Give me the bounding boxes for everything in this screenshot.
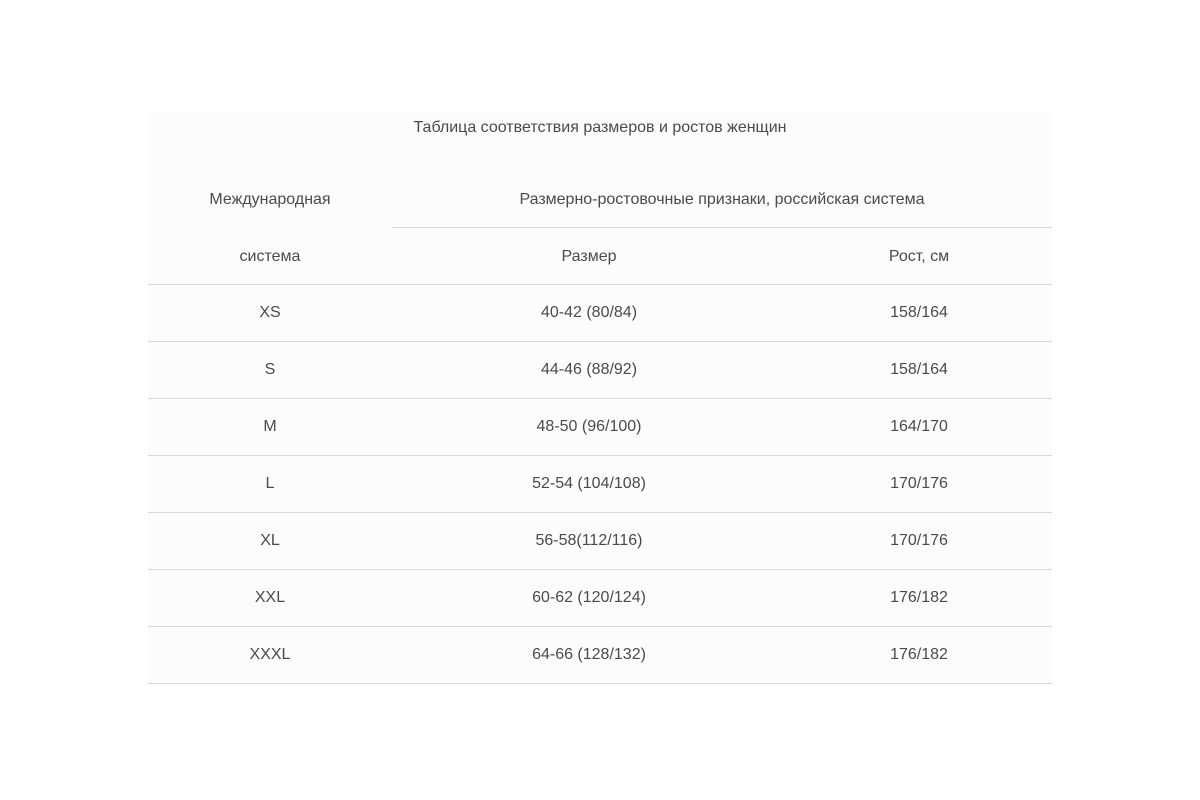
cell-size: 44-46 (88/92) xyxy=(540,361,638,378)
table-title: Таблица соответствия размеров и ростов женщин xyxy=(413,119,787,136)
table-row xyxy=(148,341,1052,398)
cell-size: 48-50 (96/100) xyxy=(536,418,642,435)
cell-height: 170/176 xyxy=(890,532,948,549)
header-size: Размер xyxy=(561,248,617,265)
cell-size: 56-58(112/116) xyxy=(535,532,643,549)
table-row xyxy=(148,284,1052,341)
cell-size: 40-42 (80/84) xyxy=(540,304,638,321)
cell-height: 176/182 xyxy=(890,589,948,606)
cell-size: 52-54 (104/108) xyxy=(532,475,646,492)
cell-height: 158/164 xyxy=(890,361,948,378)
header-international: Международная xyxy=(209,191,331,208)
cell-height: 176/182 xyxy=(890,646,948,663)
table-row xyxy=(148,455,1052,512)
cell-international: XXL xyxy=(254,589,286,606)
cell-international: XS xyxy=(259,304,281,321)
cell-height: 158/164 xyxy=(890,304,948,321)
cell-international: M xyxy=(263,418,277,435)
cell-size: 60-62 (120/124) xyxy=(532,589,646,606)
cell-international: XL xyxy=(260,532,280,549)
header-international-system: система xyxy=(239,248,301,265)
cell-size: 64-66 (128/132) xyxy=(532,646,646,663)
table-row xyxy=(148,569,1052,626)
table-row xyxy=(148,626,1052,684)
cell-height: 170/176 xyxy=(890,475,948,492)
size-table xyxy=(148,113,1052,684)
table-row xyxy=(148,512,1052,569)
header-russian-system: Размерно-ростовочные признаки, российская система xyxy=(519,191,925,208)
cell-height: 164/170 xyxy=(890,418,948,435)
cell-international: XXXL xyxy=(249,646,291,663)
cell-international: S xyxy=(264,361,276,378)
table-row xyxy=(148,398,1052,455)
cell-international: L xyxy=(265,475,275,492)
table-body xyxy=(148,284,1052,684)
header-height: Рост, см xyxy=(888,248,950,265)
